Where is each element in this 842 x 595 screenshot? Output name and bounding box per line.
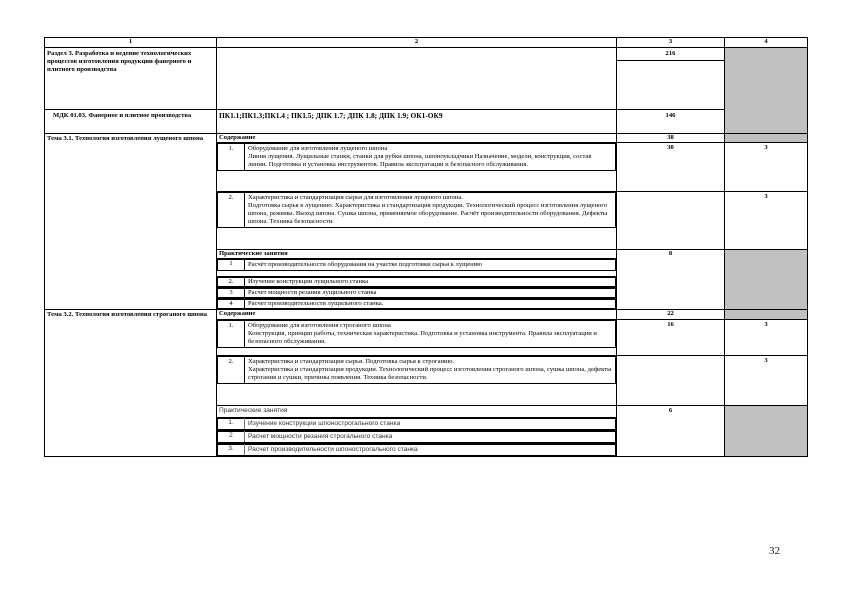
topic1-practice-1-num: 1 [218, 260, 245, 271]
topic2-item-2-num: 2. [218, 356, 245, 383]
topic1-item-2-num: 2. [218, 193, 245, 228]
topic1-content-row [45, 134, 808, 143]
header-col-1: 1 [45, 38, 217, 48]
topic1-practice-4-text: Расчет производительности лущильного станка. [245, 300, 616, 309]
curriculum-table [44, 37, 808, 457]
topic1-practice-level [725, 250, 808, 310]
topic2-practice-level [725, 405, 808, 456]
topic2-practice-hours: 6 [617, 405, 725, 456]
topic2-item-2-level: 3 [725, 355, 808, 405]
topic1-item-2-title: Характеристика и стандартизация сырья для изготовления лущеного шпона. [248, 194, 463, 202]
header-col-2: 2 [217, 38, 617, 48]
topic2-title: Тема 3.2. Технология изготовления строганого шпона [45, 310, 217, 456]
mdk-title: МДК 01.03. Фанерное и плитное производства [45, 110, 217, 134]
table-header-row [45, 38, 808, 48]
topic1-practice-hours: 8 [617, 250, 725, 310]
topic1-item-1-title: Оборудование для изготовления лущеного шпона [248, 145, 388, 153]
section-row [45, 48, 808, 110]
section-hours: 216 [617, 48, 724, 61]
topic2-item-2-text: Характеристика и стандартизация продукции. Технологический процесс изготовления строганого шпона, сушка шпона, дефекты строгания и сушки, причины появления. Техника безопасности. [248, 365, 612, 381]
section-level-cell [725, 48, 808, 134]
topic1-item-2-cell [217, 192, 617, 250]
topic1-title: Тема 3.1. Технология изготовления лущеного шпона [45, 134, 217, 310]
section-empty-cell [217, 48, 617, 110]
topic1-practice-4-num: 4 [218, 300, 245, 309]
header-col-4: 4 [725, 38, 808, 48]
topic1-content-hours: 38 [617, 134, 725, 143]
topic2-item-1-level: 3 [725, 319, 808, 355]
topic2-practice-label: Практические занятия [217, 405, 617, 417]
topic2-practice-3-num: 3. [218, 444, 245, 455]
topic1-item-1-hours: 30 [617, 143, 725, 192]
topic1-item-2-hours [617, 192, 725, 250]
topic1-item-1-text: Линия лущения. Лущильные станки, станки для рубки шпона, шпоноукладчики Назначение, модели, конструкция, состав линии. Подготовка и установка инструментов. Правила эксплуатации и безопасного обслуживания. [248, 153, 592, 169]
topic1-practice-2-text: Изучение конструкции лущильного станка [245, 278, 616, 287]
topic2-item-1-hours: 16 [617, 319, 725, 355]
topic1-practice-1-text: Расчёт производительности оборудования на участке подготовки сырья к лущению [245, 260, 616, 271]
topic2-item-2-hours [617, 355, 725, 405]
topic2-item-1-text: Конструкция, принцип работы, техническая характеристика. Подготовка и установка инструмента. Правила эксплуатации и безопасного обслуживания. [248, 329, 597, 345]
topic1-item-1-level: 3 [725, 143, 808, 192]
page-number: 32 [769, 545, 780, 557]
topic2-content-row [45, 310, 808, 319]
topic1-item-2-level: 3 [725, 192, 808, 250]
topic2-practice-1-num: 1. [218, 418, 245, 429]
mdk-hours: 146 [617, 110, 725, 134]
topic2-practice-2-text: Расчет мощности резания строгального станка [245, 431, 616, 442]
topic1-practice-3-text: Расчет мощности резания лущильного станка [245, 289, 616, 298]
topic1-content-label: Содержание [217, 134, 617, 143]
topic2-item-1-title: Оборудование для изготовления строганого шпона [248, 321, 391, 329]
topic1-content-level [725, 134, 808, 143]
mdk-row [45, 110, 808, 134]
topic2-item-1-num: 1. [218, 320, 245, 347]
topic1-practice-3-num: 3 [218, 289, 245, 298]
topic2-content-level [725, 310, 808, 319]
topic1-practice-2-num: 2. [218, 278, 245, 287]
topic1-item-2-text: Подготовка сырья к лущению. Характеристика и стандартизация продукции. Технологический процесс изготовления лущеного шпона, режимы. Выход шпона. Сушка шпона, применяемое оборудование. Расчёт производительности оборудования. Дефекты шпона. Техника безопасности. [248, 202, 608, 226]
topic2-item-2-cell [217, 355, 617, 405]
topic2-practice-1-text: Изучение конструкции шпонострогального станка [245, 418, 616, 429]
topic1-practice-label: Практические занятия [217, 250, 617, 259]
topic2-practice-2-num: 2 [218, 431, 245, 442]
header-col-3: 3 [617, 38, 725, 48]
topic1-item-1-cell [217, 143, 617, 192]
topic2-practice-3-text: Расчет производительности шпонострогального станка [245, 444, 616, 455]
topic2-content-label: Содержание [217, 310, 617, 319]
topic2-content-hours: 22 [617, 310, 725, 319]
topic2-item-2-title: Характеристика и стандартизация сырья. Подготовка сырья к строганию. [248, 357, 455, 365]
topic2-item-1-cell [217, 319, 617, 355]
topic1-item-1-num: 1. [218, 144, 245, 171]
section-title: Раздел 3. Разработка и ведение технологических процессов изготовления продукции фанерного и плитного производства [45, 48, 217, 110]
mdk-competencies: ПК1.1;ПК1.3;ПК1.4 ; ПК1.5; ДПК 1.7; ДПК 1.8; ДПК 1.9; ОК1-ОК9 [217, 110, 617, 134]
section-hours-cell [617, 48, 725, 110]
